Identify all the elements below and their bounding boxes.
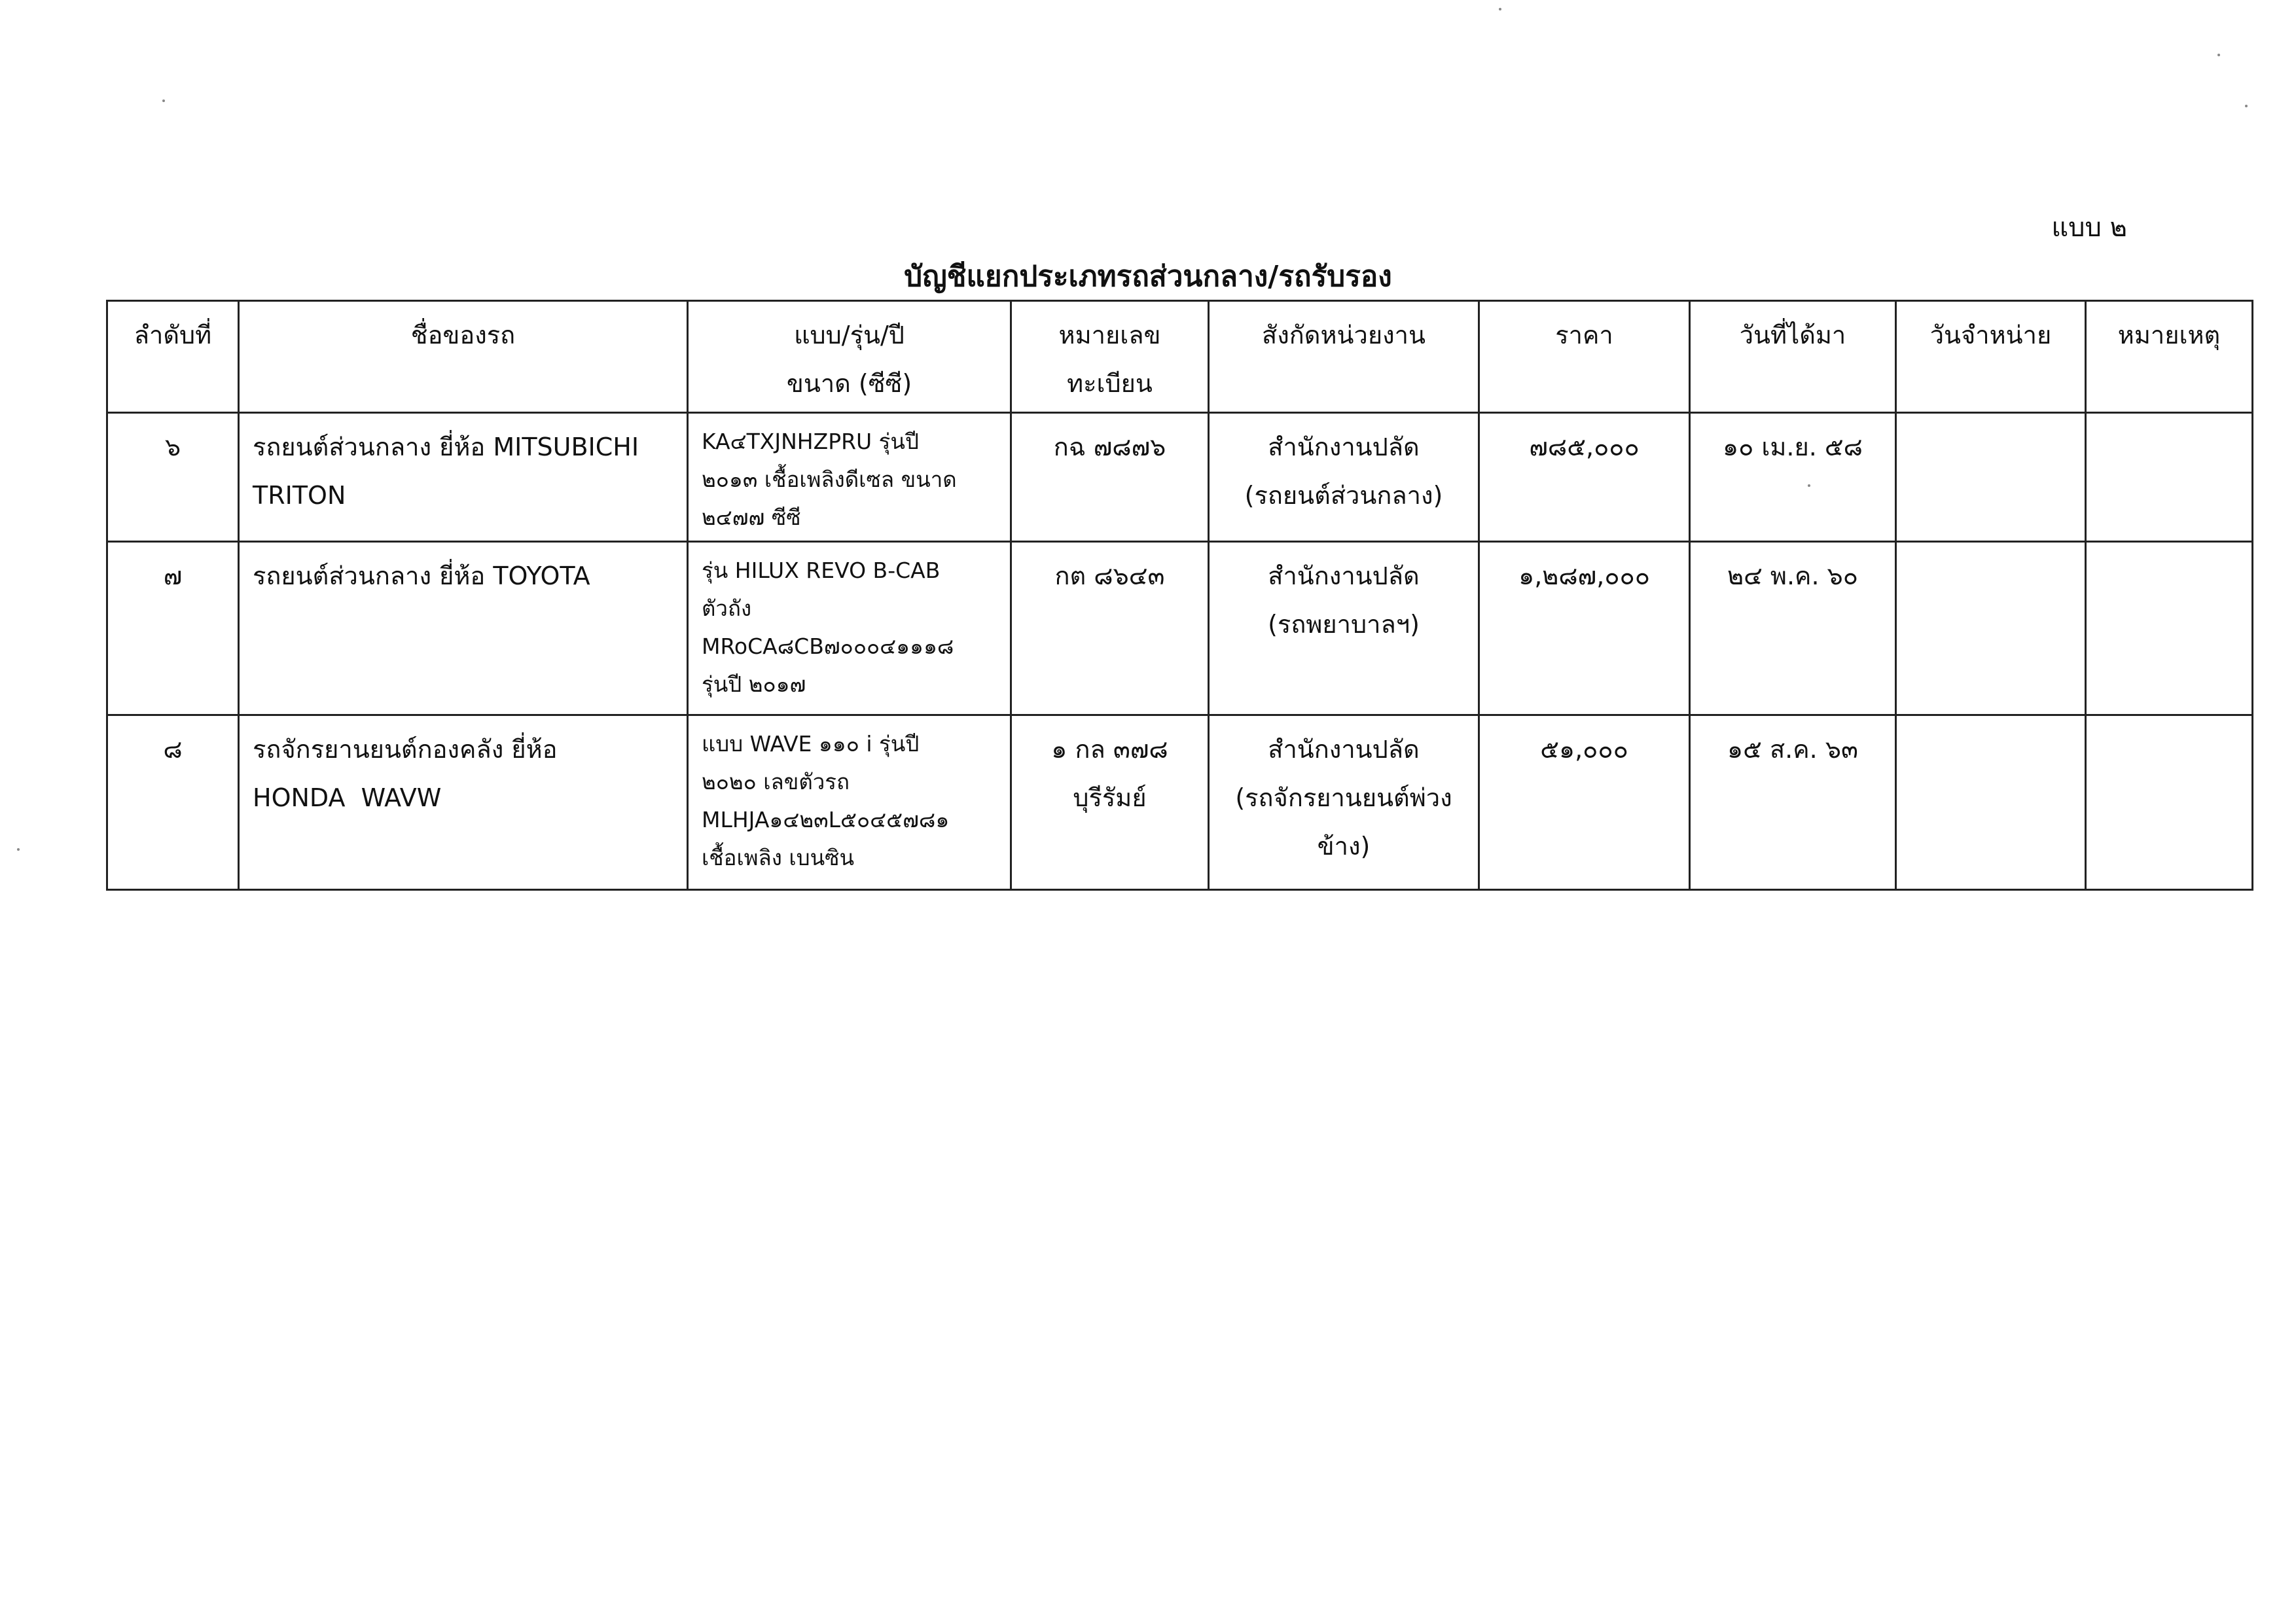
- cell-disposal-date: [1896, 413, 2086, 542]
- header-model: แบบ/รุ่น/ปี ขนาด (ซีซี): [688, 301, 1011, 413]
- cell-seq: ๘: [107, 715, 239, 890]
- table-row: [107, 542, 2253, 715]
- cell-vehicle-name: รถยนต์ส่วนกลาง ยี่ห้อ MITSUBICHI TRITON: [239, 413, 688, 542]
- cell-vehicle-name: รถจักรยานยนต์กองคลัง ยี่ห้อ HONDA WAVW: [239, 715, 688, 890]
- cell-acquired-date: ๑๕ ส.ค. ๖๓: [1690, 715, 1896, 890]
- cell-seq: ๖: [107, 413, 239, 542]
- vehicle-register-table: [106, 300, 2253, 891]
- cell-remarks: [2086, 542, 2253, 715]
- cell-seq: ๗: [107, 542, 239, 715]
- header-disposal-date: วันจำหน่าย: [1896, 301, 2086, 413]
- table-header-row: [107, 301, 2253, 413]
- scan-speck: [17, 848, 20, 851]
- cell-model: KA๔TXJNHZPRU รุ่นปี ๒๐๑๓ เชื้อเพลิงดีเซล ขนาด ๒๔๗๗ ซีซี: [688, 413, 1011, 542]
- header-price: ราคา: [1479, 301, 1690, 413]
- table-row: [107, 413, 2253, 542]
- cell-department: สำนักงานปลัด (รถจักรยานยนต์พ่วง ข้าง): [1209, 715, 1479, 890]
- cell-model: แบบ WAVE ๑๑๐ i รุ่นปี ๒๐๒๐ เลขตัวรถ MLHJA๑๔๒๓L๕๐๔๕๗๘๑ เชื้อเพลิง เบนซิน: [688, 715, 1011, 890]
- scan-speck: [1808, 484, 1810, 487]
- cell-model: รุ่น HILUX REVO B-CAB ตัวถัง MRoCA๘CB๗๐๐๐๔๑๑๑๘ รุ่นปี ๒๐๑๗: [688, 542, 1011, 715]
- cell-price: ๑,๒๘๗,๐๐๐: [1479, 542, 1690, 715]
- scan-speck: [2217, 54, 2220, 56]
- cell-remarks: [2086, 413, 2253, 542]
- cell-department: สำนักงานปลัด (รถยนต์ส่วนกลาง): [1209, 413, 1479, 542]
- scan-speck: [162, 99, 165, 102]
- cell-remarks: [2086, 715, 2253, 890]
- header-department: สังกัดหน่วยงาน: [1209, 301, 1479, 413]
- cell-disposal-date: [1896, 715, 2086, 890]
- table-row: [107, 715, 2253, 890]
- header-vehicle-name: ชื่อของรถ: [239, 301, 688, 413]
- cell-price: ๗๘๕,๐๐๐: [1479, 413, 1690, 542]
- cell-acquired-date: ๒๔ พ.ค. ๖๐: [1690, 542, 1896, 715]
- cell-plate-number: ๑ กล ๓๗๘ บุรีรัมย์: [1011, 715, 1209, 890]
- cell-plate-number: กฉ ๗๘๗๖: [1011, 413, 1209, 542]
- cell-department: สำนักงานปลัด (รถพยาบาลฯ): [1209, 542, 1479, 715]
- cell-price: ๕๑,๐๐๐: [1479, 715, 1690, 890]
- cell-plate-number: กต ๘๖๔๓: [1011, 542, 1209, 715]
- header-remarks: หมายเหตุ: [2086, 301, 2253, 413]
- scan-speck: [1499, 8, 1501, 10]
- document-title: บัญชีแยกประเภทรถส่วนกลาง/รถรับรอง: [904, 260, 1392, 293]
- cell-acquired-date: ๑๐ เม.ย. ๕๘: [1690, 413, 1896, 542]
- header-seq: ลำดับที่: [107, 301, 239, 413]
- cell-disposal-date: [1896, 542, 2086, 715]
- form-label: แบบ ๒: [2051, 213, 2127, 243]
- scan-speck: [2245, 105, 2248, 107]
- header-plate-number: หมายเลข ทะเบียน: [1011, 301, 1209, 413]
- header-acquired-date: วันที่ได้มา: [1690, 301, 1896, 413]
- cell-vehicle-name: รถยนต์ส่วนกลาง ยี่ห้อ TOYOTA: [239, 542, 688, 715]
